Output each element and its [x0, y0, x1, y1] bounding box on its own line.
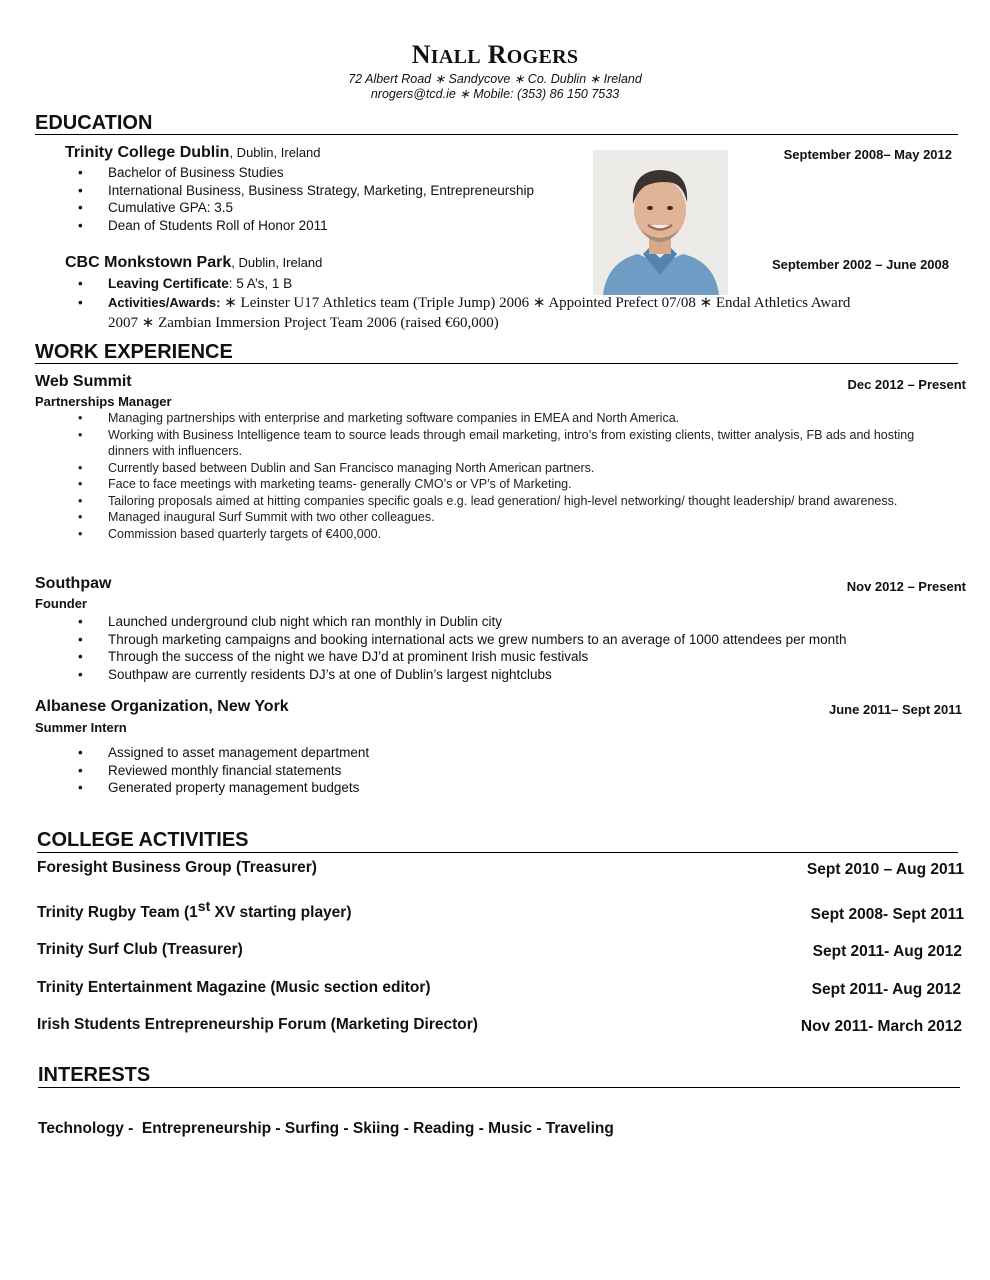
activity-magazine: Trinity Entertainment Magazine (Music section editor)	[37, 979, 431, 996]
albanese-bullets	[35, 744, 635, 797]
list-item: • Launched underground club night which ran monthly in Dublin city	[35, 613, 965, 631]
work-rule	[35, 363, 958, 364]
list-item: • Managed inaugural Surf Summit with two other colleagues.	[35, 509, 935, 526]
list-item: • Through the success of the night we have DJ’d at prominent Irish music festivals	[35, 648, 965, 666]
list-item: • Assigned to asset management department	[35, 744, 635, 762]
work-heading: WORK EXPERIENCE	[35, 341, 233, 363]
job-org-albanese: Albanese Organization, New York	[35, 698, 289, 715]
cbc-bullets	[35, 275, 855, 333]
job-org-southpaw: Southpaw	[35, 575, 112, 592]
job-role-southpaw: Founder	[35, 596, 87, 611]
activity-foresight-dates: Sept 2010 – Aug 2011	[806, 861, 964, 878]
interests-heading: INTERESTS	[38, 1064, 151, 1086]
activity-surf-dates: Sept 2011- Aug 2012	[812, 943, 962, 960]
list-item: • Commission based quarterly targets of €400,000.	[35, 526, 935, 543]
school-cbc: CBC Monkstown Park, Dublin, Ireland	[65, 254, 323, 271]
address-line: 72 Albert Road ∗ Sandycove ∗ Co. Dublin ∗ Ireland	[348, 72, 642, 86]
college-heading: COLLEGE ACTIVITIES	[37, 829, 249, 851]
education-rule	[35, 134, 958, 135]
list-item: • Working with Business Intelligence team to source leads through email marketing, intro’s from existing clients, twitter analysis, FB ads and hosting dinners with influencers.	[35, 427, 935, 460]
activity-rugby-dates: Sept 2008- Sept 2011	[810, 906, 964, 923]
list-item: • Reviewed monthly financial statements	[35, 762, 635, 780]
school-trinity-dates: September 2008– May 2012	[783, 147, 952, 162]
websummit-bullets	[35, 410, 935, 542]
job-dates-albanese: June 2011– Sept 2011	[829, 702, 962, 717]
list-item: • Dean of Students Roll of Honor 2011	[35, 217, 595, 235]
college-rule	[37, 852, 958, 853]
trinity-bullets	[35, 164, 595, 234]
activity-foresight: Foresight Business Group (Treasurer)	[37, 859, 317, 876]
profile-photo	[593, 150, 728, 295]
activity-forum-dates: Nov 2011- March 2012	[800, 1018, 962, 1035]
school-trinity: Trinity College Dublin, Dublin, Ireland	[65, 144, 321, 161]
contact-line: nrogers@tcd.ie ∗ Mobile: (353) 86 150 7533	[370, 87, 620, 101]
job-dates-websummit: Dec 2012 – Present	[847, 377, 966, 392]
list-item: • Face to face meetings with marketing teams- generally CMO’s or VP’s of Marketing.	[35, 476, 935, 493]
list-item: • Currently based between Dublin and San Francisco managing North American partners.	[35, 460, 935, 477]
job-dates-southpaw: Nov 2012 – Present	[846, 579, 966, 594]
list-item: • Bachelor of Business Studies	[35, 164, 595, 182]
activity-magazine-dates: Sept 2011- Aug 2012	[811, 981, 961, 998]
job-org-websummit: Web Summit	[35, 373, 132, 390]
portrait-image	[593, 150, 728, 295]
job-role-albanese: Summer Intern	[35, 720, 127, 735]
activity-forum: Irish Students Entrepreneurship Forum (Marketing Director)	[37, 1016, 478, 1033]
list-item: • Generated property management budgets	[35, 779, 635, 797]
southpaw-bullets	[35, 613, 965, 683]
list-item: • Cumulative GPA: 3.5	[35, 199, 595, 217]
activity-surf: Trinity Surf Club (Treasurer)	[37, 941, 243, 958]
job-role-websummit: Partnerships Manager	[35, 394, 172, 409]
school-cbc-dates: September 2002 – June 2008	[771, 257, 949, 272]
list-item: • Southpaw are currently residents DJ’s at one of Dublin’s largest nightclubs	[35, 666, 965, 684]
list-item: • Activities/Awards: ∗ Leinster U17 Athletics team (Triple Jump) 2006 ∗ Appointed Prefect 07/08 ∗ Endal Athletics Award 2007 ∗ Zambian Immersion Project Team 2006 (raised €60,000)	[35, 293, 855, 333]
activity-rugby: Trinity Rugby Team (1st XV starting player)	[37, 897, 352, 921]
education-heading: EDUCATION	[35, 112, 153, 134]
list-item: • Through marketing campaigns and booking international acts we grew numbers to an average of 1000 attendees per month	[35, 631, 965, 649]
resume-name: NIALL ROGERS	[411, 40, 579, 69]
interests-rule	[38, 1087, 960, 1088]
interests-list: Technology - Entrepreneurship - Surfing - Skiing - Reading - Music - Traveling	[38, 1120, 614, 1137]
list-item: • Managing partnerships with enterprise and marketing software companies in EMEA and North America.	[35, 410, 935, 427]
list-item: • Tailoring proposals aimed at hitting companies specific goals e.g. lead generation/ high-level networking/ thought leadership/ brand awareness.	[35, 493, 935, 510]
list-item: • International Business, Business Strategy, Marketing, Entrepreneurship	[35, 182, 595, 200]
list-item: • Leaving Certificate: 5 A’s, 1 B	[35, 275, 855, 293]
